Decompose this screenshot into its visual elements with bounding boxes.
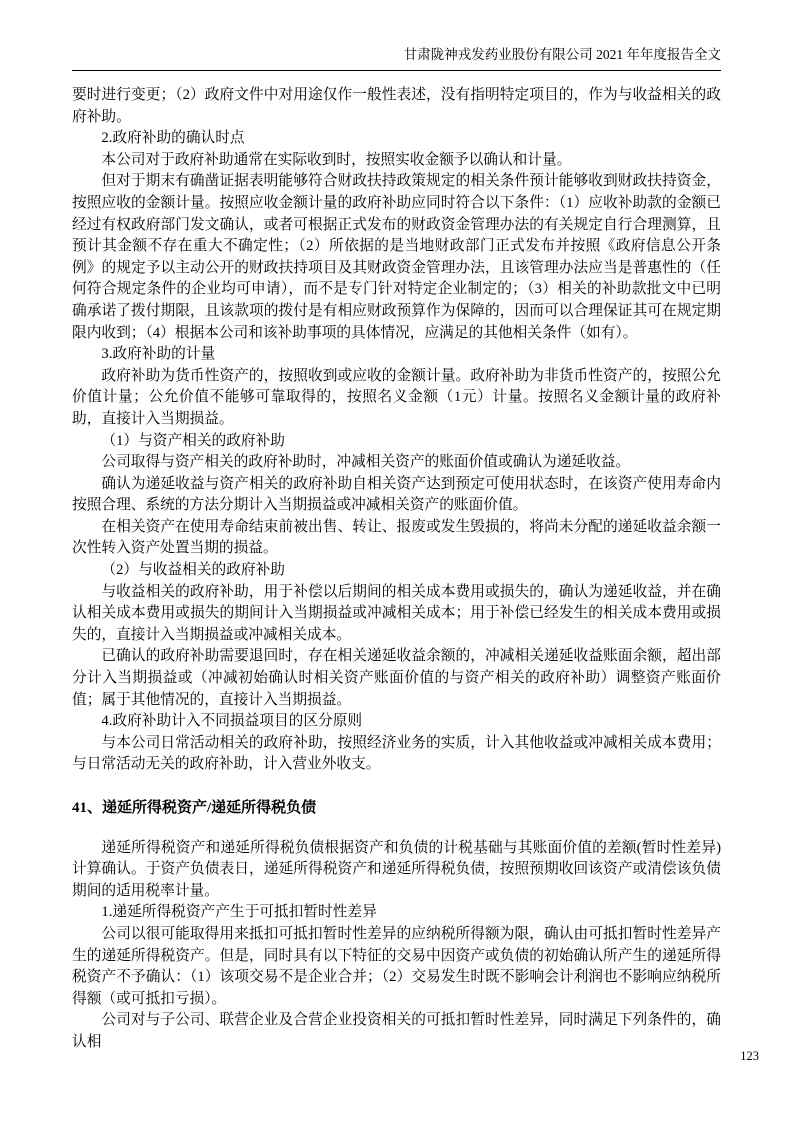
paragraph: 3.政府补助的计量 xyxy=(101,346,216,363)
page-footer xyxy=(740,1049,759,1064)
paragraph: 但对于期末有确凿证据表明能够符合财政扶持政策规定的相关条件预计能够收到财政扶持资金，按照应收的金额计量。按照应收金额计量的政府补助应同时符合以下条件：（1）应收补助款的金额已经过有权政府部门发文确认，或者可根据正式发布的财政资金管理办法的有关规定自行合理测算，且预计其金额不存在重大不确定性；（2）所依据的是当地财政部门正式发布并按照《政府信息公开条例》的规定予以主动公开的财政扶持项目及其财政资金管理办法，且该管理办法应当是普惠性的（任何符合规定条件的企业均可申请），而不是专门针对特定企业制定的；（3）相关的补助款批文中已明确承诺了拨付期限，且该款项的拨付是有相应财政预算作为保障的，因而可以合理保证其可在规定期限内收到；（4）根据本公司和该补助事项的具体情况，应满足的其他相关条件（如有）。 xyxy=(72,173,721,341)
paragraph: 公司对与子公司、联营企业及合营企业投资相关的可抵扣暂时性差异，同时满足下列条件的，确认相 xyxy=(72,1012,721,1050)
page-number: 123 xyxy=(740,1049,759,1063)
paragraph: 确认为递延收益与资产相关的政府补助自相关资产达到预定可使用状态时，在该资产使用寿命内按照合理、系统的方法分期计入当期损益或冲减相关资产的账面价值。 xyxy=(72,475,721,514)
paragraph: 政府补助为货币性资产的，按照收到或应收的金额计量。政府补助为非货币性资产的，按照公允价值计量；公允价值不能够可靠取得的，按照名义金额（1元）计量。按照名义金额计量的政府补助，直接计入当期损益。 xyxy=(72,367,721,427)
paragraph: 1.递延所得税资产产生于可抵扣暂时性差异 xyxy=(101,904,377,921)
paragraph: 要时进行变更；（2）政府文件中对用途仅作一般性表述，没有指明特定项目的，作为与收益相关的政府补助。 xyxy=(72,87,721,125)
section-heading: 41、递延所得税资产/递延所得税负债 xyxy=(72,800,317,816)
paragraph: 与收益相关的政府补助，用于补偿以后期间的相关成本费用或损失的，确认为递延收益，并在确认相关成本费用或损失的期间计入当期损益或冲减相关成本；用于补偿已经发生的相关成本费用或损失的，直接计入当期损益或冲减相关成本。 xyxy=(72,583,721,643)
paragraph: 已确认的政府补助需要退回时，存在相关递延收益余额的，冲减相关递延收益账面余额，超出部分计入当期损益或（冲减初始确认时相关资产账面价值的与资产相关的政府补助）调整资产账面价值；属于其他情况的，直接计入当期损益。 xyxy=(72,648,721,708)
document-body xyxy=(72,85,721,1054)
header-title: 甘肃陇神戎发药业股份有限公司 2021 年年度报告全文 xyxy=(403,47,721,62)
paragraph: （2）与收益相关的政府补助 xyxy=(101,562,285,579)
paragraph: 公司以很可能取得用来抵扣可抵扣暂时性差异的应纳税所得额为限，确认由可抵扣暂时性差异产生的递延所得税资产。但是，同时具有以下特征的交易中因资产或负债的初始确认所产生的递延所得税资产不予确认：（1）该项交易不是企业合并；（2）交易发生时既不影响会计利润也不影响应纳税所得额（或可抵扣亏损）。 xyxy=(72,925,721,1007)
paragraph: 递延所得税资产和递延所得税负债根据资产和负债的计税基础与其账面价值的差额(暂时性差异)计算确认。于资产负债表日，递延所得税资产和递延所得税负债，按照预期收回该资产或清偿该负债期间的适用税率计量。 xyxy=(72,839,721,899)
paragraph: 2.政府补助的确认时点 xyxy=(101,130,245,147)
paragraph: 公司取得与资产相关的政府补助时，冲减相关资产的账面价值或确认为递延收益。 xyxy=(101,454,631,471)
paragraph: 与本公司日常活动相关的政府补助，按照经济业务的实质，计入其他收益或冲减相关成本费用；与日常活动无关的政府补助，计入营业外收支。 xyxy=(72,734,721,773)
paragraph: 在相关资产在使用寿命结束前被出售、转让、报废或发生毁损的，将尚未分配的递延收益余额一次性转入资产处置当期的损益。 xyxy=(72,518,721,557)
paragraph: 4.政府补助计入不同损益项目的区分原则 xyxy=(101,713,363,730)
paragraph: 本公司对于政府补助通常在实际收到时，按照实收金额予以确认和计量。 xyxy=(101,151,572,168)
page-header xyxy=(72,46,721,71)
paragraph: （1）与资产相关的政府补助 xyxy=(101,432,285,449)
